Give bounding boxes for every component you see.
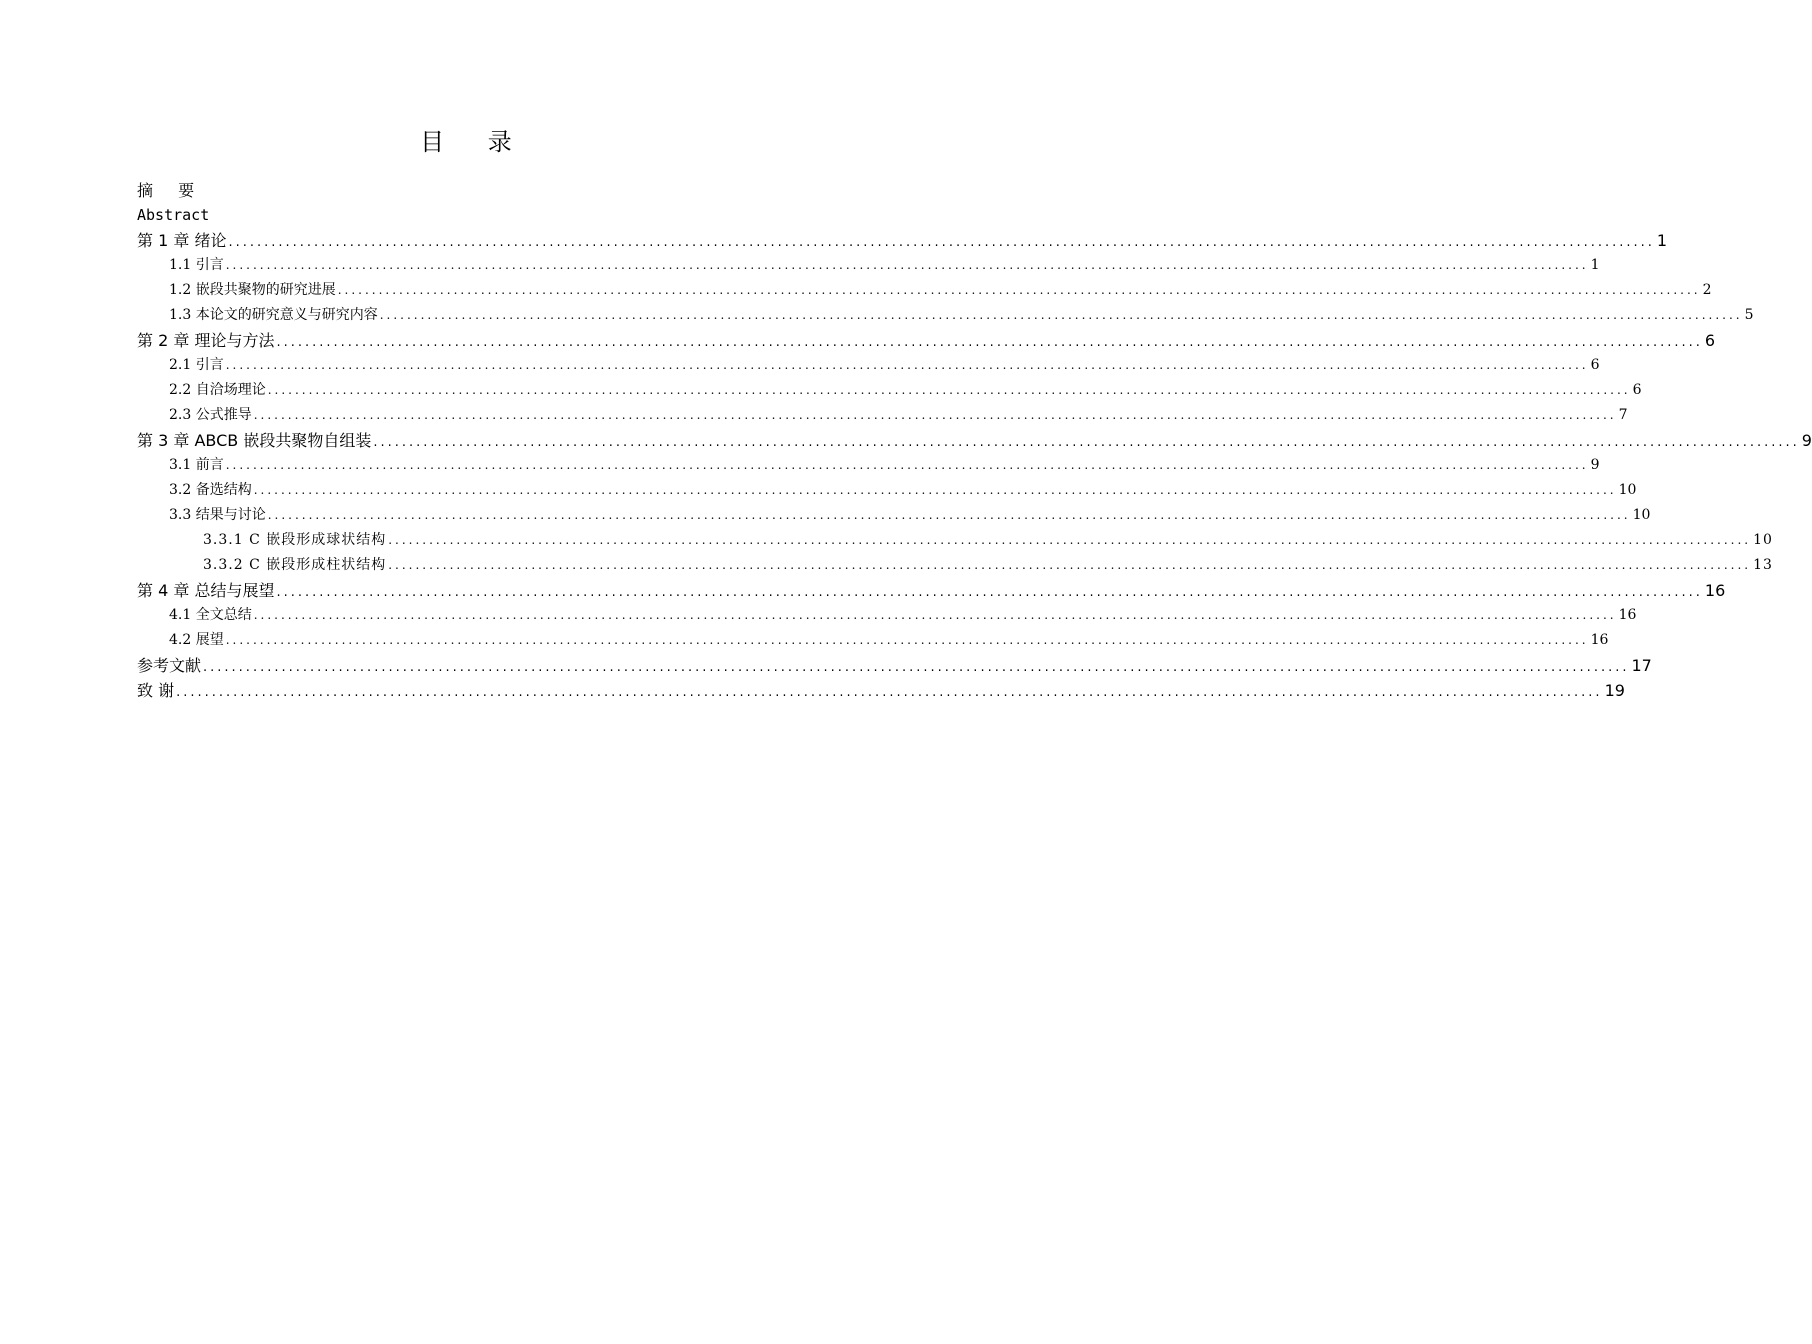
toc-entry-page-number: 19 <box>1604 681 1625 700</box>
toc-entry-page-number: 16 <box>1704 581 1726 600</box>
toc-entry-label: 第 4 章 总结与展望 <box>137 581 275 600</box>
toc-entry-label: 3.3.1 C 嵌段形成球状结构 <box>203 532 387 548</box>
toc-entry-label: 3.2 备选结构 <box>169 482 252 498</box>
toc-entry-page-number: 6 <box>1590 357 1600 373</box>
toc-entry-label: 摘 要 <box>137 181 205 200</box>
toc-entry-page-number: 10 <box>1632 507 1651 523</box>
toc-entry[interactable] <box>137 553 1773 578</box>
toc-entry[interactable] <box>137 453 1600 478</box>
toc-entry-page-number: 17 <box>1631 656 1652 675</box>
toc-entry[interactable] <box>137 628 1609 653</box>
toc-entry[interactable] <box>137 678 1625 703</box>
toc-entry-page-number: 9 <box>1590 457 1600 473</box>
toc-entry[interactable] <box>137 253 1600 278</box>
toc-entry[interactable] <box>137 578 1726 603</box>
dot-leader: ........................................................................................................................................................................................................ <box>388 533 1752 547</box>
dot-leader: ........................................................................................................................................................................................................ <box>203 660 1630 675</box>
dot-leader: ........................................................................................................................................................................................................ <box>388 558 1752 572</box>
toc-entry-label: 3.1 前言 <box>169 457 224 473</box>
toc-entry-label: 参考文献 <box>137 656 202 675</box>
dot-leader: ........................................................................................................................................................................................................ <box>176 685 1603 700</box>
toc-entry-page-number: 5 <box>1744 307 1754 323</box>
toc-entry-page-number: 1 <box>1656 231 1668 250</box>
toc-entry-page-number: 6 <box>1632 382 1642 398</box>
toc-entry[interactable] <box>137 428 1812 453</box>
toc-list <box>137 228 1812 703</box>
toc-entry[interactable] <box>137 478 1637 503</box>
toc-entry[interactable] <box>137 378 1642 403</box>
toc-entry-label: 1.1 引言 <box>169 257 224 273</box>
toc-entry-label: Abstract <box>137 206 210 224</box>
toc-entry-page-number: 2 <box>1702 282 1712 298</box>
toc-entry-abstract-zh[interactable] <box>137 178 837 203</box>
dot-leader: ........................................................................................................................................................................................................ <box>373 435 1800 450</box>
dot-leader: ........................................................................................................................................................................................................ <box>253 408 1617 422</box>
toc-entry[interactable] <box>137 228 1668 253</box>
dot-leader: ........................................................................................................................................................................................................ <box>276 335 1703 350</box>
toc-entry-label: 第 3 章 ABCB 嵌段共聚物自组装 <box>137 431 372 450</box>
toc-entry-label: 2.3 公式推导 <box>169 407 252 423</box>
toc-entry-page-number: 13 <box>1753 557 1773 573</box>
toc-entry[interactable] <box>137 653 1652 678</box>
toc-entry-abstract-en[interactable] <box>137 203 837 228</box>
toc-entry-label: 3.3.2 C 嵌段形成柱状结构 <box>203 557 387 573</box>
toc-entry-label: 1.3 本论文的研究意义与研究内容 <box>169 307 378 323</box>
toc-entry[interactable] <box>137 403 1628 428</box>
dot-leader: ........................................................................................................................................................................................................ <box>267 383 1631 397</box>
toc-entry[interactable] <box>137 328 1716 353</box>
toc-entry-label: 4.1 全文总结 <box>169 607 252 623</box>
toc-entry-label: 2.1 引言 <box>169 357 224 373</box>
toc-entry[interactable] <box>137 503 1651 528</box>
toc-entry-page-number: 10 <box>1618 482 1637 498</box>
toc-entry-label: 2.2 自洽场理论 <box>169 382 266 398</box>
toc-entry-label: 第 1 章 绪论 <box>137 231 227 250</box>
toc-entry-page-number: 1 <box>1590 257 1600 273</box>
toc-entry-page-number: 10 <box>1753 532 1773 548</box>
dot-leader: ........................................................................................................................................................................................................ <box>225 633 1589 647</box>
dot-leader: ........................................................................................................................................................................................................ <box>253 608 1617 622</box>
toc-entry[interactable] <box>137 278 1712 303</box>
toc-entry-page-number: 9 <box>1801 431 1812 450</box>
dot-leader: ........................................................................................................................................................................................................ <box>267 508 1631 522</box>
toc-entry[interactable] <box>137 303 1754 328</box>
toc-entry-label: 1.2 嵌段共聚物的研究进展 <box>169 282 336 298</box>
dot-leader: ........................................................................................................................................................................................................ <box>225 258 1589 272</box>
toc-entry-page-number: 7 <box>1618 407 1628 423</box>
toc-entry-page-number: 16 <box>1618 607 1637 623</box>
table-of-contents <box>137 178 1812 703</box>
toc-entry[interactable] <box>137 528 1773 553</box>
dot-leader: ........................................................................................................................................................................................................ <box>225 458 1589 472</box>
toc-entry[interactable] <box>137 353 1600 378</box>
toc-entry-page-number: 16 <box>1590 632 1609 648</box>
toc-entry-label: 第 2 章 理论与方法 <box>137 331 275 350</box>
toc-entry[interactable] <box>137 603 1637 628</box>
dot-leader: ........................................................................................................................................................................................................ <box>276 585 1703 600</box>
toc-entry-page-number: 6 <box>1704 331 1716 350</box>
dot-leader: ........................................................................................................................................................................................................ <box>225 358 1589 372</box>
page-title: 目 录 <box>420 128 530 156</box>
toc-entry-label: 3.3 结果与讨论 <box>169 507 266 523</box>
dot-leader: ........................................................................................................................................................................................................ <box>379 308 1743 322</box>
dot-leader: ........................................................................................................................................................................................................ <box>253 483 1617 497</box>
dot-leader: ........................................................................................................................................................................................................ <box>337 283 1701 297</box>
toc-entry-label: 致 谢 <box>137 681 175 700</box>
toc-entry-label: 4.2 展望 <box>169 632 224 648</box>
dot-leader: ........................................................................................................................................................................................................ <box>228 235 1655 250</box>
